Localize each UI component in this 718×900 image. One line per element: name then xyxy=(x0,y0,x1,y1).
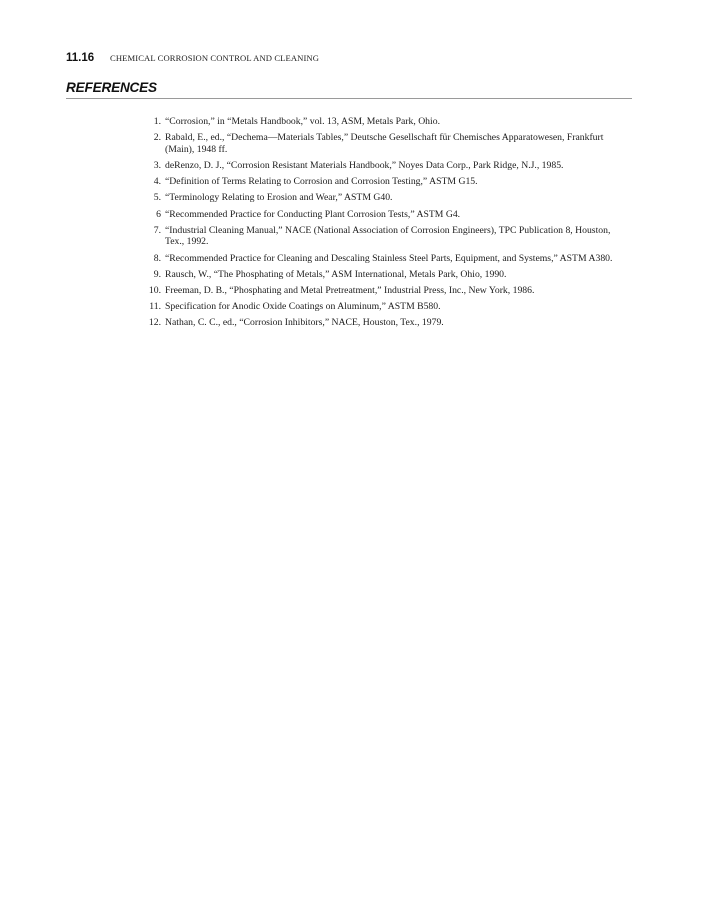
reference-item xyxy=(142,301,624,313)
running-title: CHEMICAL CORROSION CONTROL AND CLEANING xyxy=(110,53,320,63)
reference-item xyxy=(142,225,624,248)
reference-number: 4. xyxy=(153,176,161,188)
reference-text: deRenzo, D. J., “Corrosion Resistant Materials Handbook,” Noyes Data Corp., Park Ridge, N.J., 1985. xyxy=(165,159,564,171)
reference-number: 7. xyxy=(153,224,161,236)
reference-text: “Terminology Relating to Erosion and Wear,” ASTM G40. xyxy=(165,192,393,204)
reference-number: 6 xyxy=(156,208,161,220)
section-heading: REFERENCES xyxy=(66,80,632,99)
reference-number: 1. xyxy=(153,116,161,127)
reference-number: 8. xyxy=(153,252,161,264)
reference-text: Rabald, E., ed., “Dechema—Materials Tables,” Deutsche Gesellschaft für Chemisches Apparatowesen, Frankfurt (Main), 1948 ff. xyxy=(165,132,604,155)
reference-item xyxy=(142,317,624,329)
reference-item xyxy=(142,209,624,221)
reference-text: Nathan, C. C., ed., “Corrosion Inhibitors,” NACE, Houston, Tex., 1979. xyxy=(165,317,444,329)
reference-text: Specification for Anodic Oxide Coatings on Aluminum,” ASTM B580. xyxy=(165,301,441,313)
reference-number: 9. xyxy=(153,268,161,280)
reference-number: 2. xyxy=(153,132,161,144)
reference-item xyxy=(142,116,624,128)
page-number: 11.16 xyxy=(66,52,95,64)
reference-text: Rausch, W., “The Phosphating of Metals,” ASM International, Metals Park, Ohio, 1990. xyxy=(165,268,507,280)
reference-text: “Definition of Terms Relating to Corrosion and Corrosion Testing,” ASTM G15. xyxy=(165,176,478,188)
reference-text: “Recommended Practice for Cleaning and Descaling Stainless Steel Parts, Equipment, and Systems,” ASTM A380. xyxy=(165,252,613,264)
reference-text: “Industrial Cleaning Manual,” NACE (National Association of Corrosion Engineers), TPC Publication 8, Houston, Tex., 1992. xyxy=(165,224,611,248)
reference-number: 5. xyxy=(153,192,161,204)
reference-number: 11. xyxy=(149,301,161,313)
reference-item xyxy=(142,132,624,155)
reference-number: 10. xyxy=(148,284,161,296)
reference-text: “Recommended Practice for Conducting Plant Corrosion Tests,” ASTM G4. xyxy=(165,208,461,220)
reference-list xyxy=(142,116,624,333)
reference-number: 3. xyxy=(153,159,161,171)
reference-text: Freeman, D. B., “Phosphating and Metal Pretreatment,” Industrial Press, Inc., New York, 1986. xyxy=(165,284,535,296)
reference-item xyxy=(142,192,624,204)
reference-item xyxy=(142,269,624,281)
reference-item xyxy=(142,285,624,297)
reference-item xyxy=(142,253,624,265)
running-head xyxy=(66,52,632,68)
reference-number: 12. xyxy=(148,317,161,329)
reference-item xyxy=(142,176,624,188)
reference-text: “Corrosion,” in “Metals Handbook,” vol. 13, ASM, Metals Park, Ohio. xyxy=(165,116,440,127)
reference-item xyxy=(142,160,624,172)
